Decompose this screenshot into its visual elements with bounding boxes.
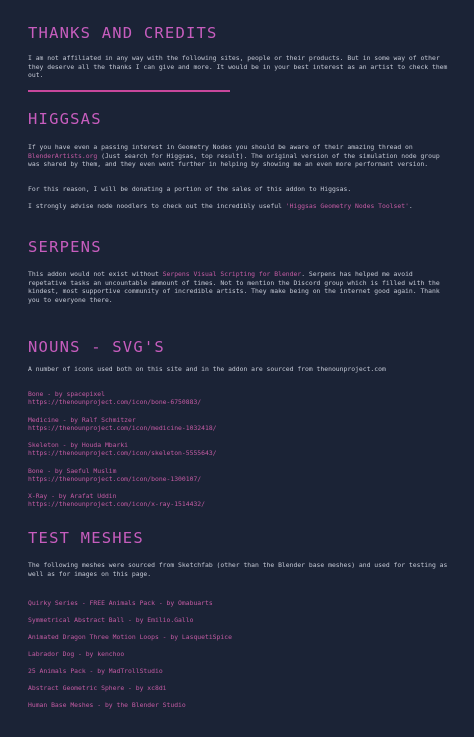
serpens-text: This addon would not exist without	[28, 270, 163, 278]
noun-credit-url[interactable]: https://thenounproject.com/icon/skeleton-5555643/	[28, 449, 217, 458]
noun-credit-url[interactable]: https://thenounproject.com/icon/bone-6750883/	[28, 398, 202, 407]
noun-credit	[28, 467, 452, 484]
higgsas-text: I strongly advise node noodlers to check out the incredibly useful	[28, 202, 286, 210]
nouns-intro: A number of icons used both on this site and in the addon are sourced from thenounproject.com	[28, 365, 386, 373]
thanks-intro: I am not affiliated in any way with the following sites, people or their products. But in some way of other they deserve all the thanks I can give and more. It would be in your best interest as an artist to check them out.	[28, 54, 448, 80]
meshes-title: TEST MESHES	[28, 529, 144, 547]
noun-credit	[28, 492, 452, 509]
noun-credit-url[interactable]: https://thenounproject.com/icon/x-ray-1514432/	[28, 500, 205, 509]
noun-credit-title[interactable]: Bone - by Saeful Muslim	[28, 467, 117, 475]
noun-credit	[28, 416, 452, 433]
mesh-credit[interactable]: Symmetrical Abstract Ball - by Emilio.Gallo	[28, 616, 194, 624]
noun-credit	[28, 441, 452, 458]
noun-credit-title[interactable]: Medicine - by Ralf Schmitzer	[28, 416, 136, 424]
higgsas-text: If you have even a passing interest in Geometry Nodes you should be aware of their amazing thread on	[28, 143, 413, 151]
mesh-credit[interactable]: Labrador Dog - by kenchoo	[28, 650, 125, 658]
higgsas-title: HIGGSAS	[28, 110, 102, 128]
serpens-text: . Serpens has helped me avoid repetative tasks an uncountable ammount of times. Not to mention the Discord group which is filled with the kindest, most supportive community of incredible artists. They make being on the internet good again. Thank you to everyone there.	[28, 270, 440, 304]
serpens-title: SERPENS	[28, 238, 102, 256]
mesh-credit[interactable]: Abstract Geometric Sphere - by xc8di	[28, 684, 167, 692]
noun-credit-title[interactable]: Skeleton - by Houda Mbarki	[28, 441, 129, 449]
higgsas-text: .	[408, 202, 413, 210]
noun-credit-url[interactable]: https://thenounproject.com/icon/medicine-1032418/	[28, 424, 217, 433]
noun-credit	[28, 390, 452, 407]
section-divider	[28, 90, 230, 92]
serpens-link[interactable]: Serpens Visual Scripting for Blender	[162, 270, 302, 278]
higgsas-paragraph-3	[28, 202, 452, 211]
noun-credit-title[interactable]: Bone - by spacepixel	[28, 390, 105, 398]
mesh-credit[interactable]: 25 Animals Pack - by MadTrollStudio	[28, 667, 163, 675]
higgsas-toolset-link[interactable]: 'Higgsas Geometry Nodes Toolset'	[285, 202, 409, 210]
serpens-paragraph	[28, 270, 452, 304]
noun-credit-url[interactable]: https://thenounproject.com/icon/bone-1300107/	[28, 475, 202, 484]
mesh-credit[interactable]: Quirky Series - FREE Animals Pack - by Omabuarts	[28, 599, 213, 607]
nouns-title: NOUNS - SVG'S	[28, 338, 165, 356]
higgsas-paragraph-1	[28, 143, 452, 169]
higgsas-paragraph-2: For this reason, I will be donating a portion of the sales of this addon to Higgsas.	[28, 185, 352, 193]
mesh-credit[interactable]: Human Base Meshes - by the Blender Studio	[28, 701, 186, 709]
blenderartists-link[interactable]: BlenderArtists.org	[28, 151, 98, 160]
higgsas-text: (Just search for Higgsas, top result). The original version of the simulation node group was shared by them, and they even went further in helping by showing me an even more performant version.	[28, 151, 440, 169]
mesh-credit[interactable]: Animated Dragon Three Motion Loops - by LasquetiSpice	[28, 633, 232, 641]
noun-credit-title[interactable]: X-Ray - by Arafat Uddin	[28, 492, 117, 500]
thanks-title: THANKS AND CREDITS	[28, 24, 218, 42]
meshes-intro: The following meshes were sourced from Sketchfab (other than the Blender base meshes) and used for testing as well as for images on this page.	[28, 561, 448, 578]
